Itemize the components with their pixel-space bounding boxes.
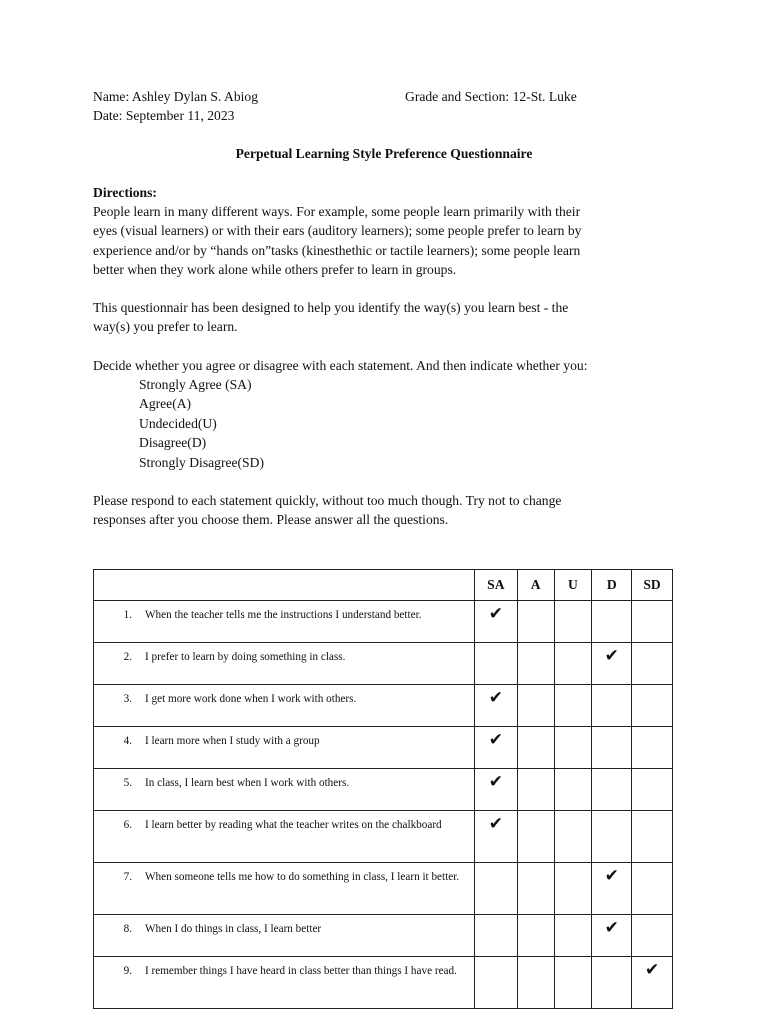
table-header-row bbox=[94, 570, 673, 601]
statement-cell bbox=[94, 957, 475, 1009]
response-cell-u[interactable] bbox=[554, 957, 592, 1009]
response-cell-a[interactable] bbox=[517, 685, 554, 727]
questionnaire-table bbox=[93, 569, 673, 1009]
grade-section: Grade and Section: 12-St. Luke bbox=[405, 89, 577, 104]
directions-paragraph-1 bbox=[93, 202, 673, 280]
statement-cell bbox=[94, 811, 475, 863]
response-cell-sd[interactable] bbox=[632, 727, 673, 769]
statement-number: 3. bbox=[123, 693, 132, 705]
response-cell-u[interactable] bbox=[554, 685, 592, 727]
header-d: D bbox=[592, 570, 632, 601]
statement-number: 7. bbox=[123, 871, 132, 883]
statement-text: I get more work done when I work with others. bbox=[145, 693, 357, 705]
statement-number: 1. bbox=[123, 609, 132, 621]
paragraph-line: responses after you choose them. Please answer all the questions. bbox=[93, 512, 449, 528]
response-cell-u[interactable] bbox=[554, 727, 592, 769]
response-cell-d[interactable] bbox=[592, 811, 632, 863]
paragraph-line: way(s) you prefer to learn. bbox=[93, 319, 238, 335]
checkmark-icon: ✔ bbox=[488, 688, 503, 707]
directions-heading: Directions: bbox=[93, 185, 157, 200]
response-cell-sa[interactable] bbox=[474, 863, 517, 915]
statement-number: 9. bbox=[123, 965, 132, 977]
statement-cell bbox=[94, 769, 475, 811]
directions-paragraph-2 bbox=[93, 298, 673, 337]
response-cell-d[interactable] bbox=[592, 601, 632, 643]
table-row bbox=[94, 915, 673, 957]
statement-text: When I do things in class, I learn better bbox=[145, 923, 322, 935]
rating-scale-list bbox=[139, 375, 264, 472]
table-row bbox=[94, 811, 673, 863]
checkmark-icon: ✔ bbox=[604, 866, 619, 885]
checkmark-icon: ✔ bbox=[488, 604, 503, 623]
header-sa: SA bbox=[474, 570, 517, 601]
statement-cell bbox=[94, 643, 475, 685]
statement-number: 4. bbox=[123, 735, 132, 747]
statement-cell bbox=[94, 915, 475, 957]
paragraph-line: People learn in many different ways. For example, some people learn primarily with their bbox=[93, 204, 581, 219]
response-cell-sd[interactable] bbox=[632, 643, 673, 685]
header-a: A bbox=[517, 570, 554, 601]
table-row bbox=[94, 685, 673, 727]
response-cell-a[interactable] bbox=[517, 601, 554, 643]
response-cell-a[interactable] bbox=[517, 811, 554, 863]
paragraph-line: Please respond to each statement quickly, without too much though. Try not to change bbox=[93, 493, 562, 508]
statement-number: 2. bbox=[123, 651, 132, 663]
statement-number: 6. bbox=[123, 819, 132, 831]
paragraph-line: This questionnair has been designed to help you identify the way(s) you learn best - the bbox=[93, 300, 569, 315]
response-cell-u[interactable] bbox=[554, 601, 592, 643]
statement-number: 5. bbox=[123, 777, 132, 789]
response-cell-sd[interactable] bbox=[632, 685, 673, 727]
statement-text: I prefer to learn by doing something in class. bbox=[145, 651, 346, 663]
scale-item-d: Disagree(D) bbox=[139, 435, 207, 451]
header-statement-cell bbox=[94, 570, 475, 601]
response-cell-sa[interactable] bbox=[474, 601, 517, 643]
response-cell-u[interactable] bbox=[554, 769, 592, 811]
scale-item-sd: Strongly Disagree(SD) bbox=[139, 454, 264, 470]
response-cell-a[interactable] bbox=[517, 957, 554, 1009]
response-cell-d[interactable] bbox=[592, 685, 632, 727]
response-cell-u[interactable] bbox=[554, 863, 592, 915]
page-title: Perpetual Learning Style Preference Questionnaire bbox=[235, 146, 533, 161]
response-cell-d[interactable] bbox=[592, 957, 632, 1009]
header-sd: SD bbox=[632, 570, 673, 601]
statement-cell bbox=[94, 863, 475, 915]
table-row bbox=[94, 957, 673, 1009]
statement-text: When someone tells me how to do something in class, I learn it better. bbox=[145, 871, 460, 883]
paragraph-line: better when they work alone while others prefer to learn in groups. bbox=[93, 262, 457, 278]
date-line: Date: September 11, 2023 bbox=[93, 108, 235, 123]
response-cell-sd[interactable] bbox=[632, 601, 673, 643]
response-cell-sd[interactable] bbox=[632, 769, 673, 811]
response-cell-sd[interactable] bbox=[632, 863, 673, 915]
student-name: Name: Ashley Dylan S. Abiog bbox=[93, 89, 259, 104]
paragraph-line: experience and/or by “hands on”tasks (kinesthethic or tactile learners); some people learn bbox=[93, 242, 581, 258]
response-cell-sd[interactable] bbox=[632, 811, 673, 863]
statement-number: 8. bbox=[123, 923, 132, 935]
directions-paragraph-4 bbox=[93, 491, 673, 530]
checkmark-icon: ✔ bbox=[488, 772, 503, 791]
directions-paragraph-3: Decide whether you agree or disagree with each statement. And then indicate whether you: bbox=[93, 358, 588, 373]
checkmark-icon: ✔ bbox=[604, 918, 619, 937]
table-row bbox=[94, 727, 673, 769]
response-cell-d[interactable] bbox=[592, 643, 632, 685]
checkmark-icon: ✔ bbox=[488, 814, 503, 833]
checkmark-icon: ✔ bbox=[604, 646, 619, 665]
statement-text: When the teacher tells me the instructions I understand better. bbox=[145, 609, 422, 621]
statement-text: In class, I learn best when I work with others. bbox=[145, 777, 350, 789]
response-cell-a[interactable] bbox=[517, 915, 554, 957]
statement-cell bbox=[94, 727, 475, 769]
table-row bbox=[94, 601, 673, 643]
statement-cell bbox=[94, 685, 475, 727]
response-cell-a[interactable] bbox=[517, 727, 554, 769]
response-cell-sa[interactable] bbox=[474, 643, 517, 685]
response-cell-sd[interactable] bbox=[632, 915, 673, 957]
response-cell-d[interactable] bbox=[592, 769, 632, 811]
statement-text: I learn more when I study with a group bbox=[145, 735, 320, 747]
response-cell-sa[interactable] bbox=[474, 811, 517, 863]
checkmark-icon: ✔ bbox=[488, 730, 503, 749]
response-cell-sd[interactable] bbox=[632, 957, 673, 1009]
scale-item-u: Undecided(U) bbox=[139, 415, 217, 431]
response-cell-sa[interactable] bbox=[474, 957, 517, 1009]
response-cell-sa[interactable] bbox=[474, 915, 517, 957]
table-row bbox=[94, 769, 673, 811]
response-cell-a[interactable] bbox=[517, 863, 554, 915]
response-cell-a[interactable] bbox=[517, 643, 554, 685]
response-cell-u[interactable] bbox=[554, 643, 592, 685]
response-cell-u[interactable] bbox=[554, 811, 592, 863]
response-cell-sa[interactable] bbox=[474, 685, 517, 727]
table-row bbox=[94, 643, 673, 685]
paragraph-line: eyes (visual learners) or with their ears (auditory learners); some people prefer to learn by bbox=[93, 223, 582, 239]
response-cell-sa[interactable] bbox=[474, 727, 517, 769]
response-cell-d[interactable] bbox=[592, 863, 632, 915]
table-row bbox=[94, 863, 673, 915]
response-cell-a[interactable] bbox=[517, 769, 554, 811]
statement-text: I remember things I have heard in class better than things I have read. bbox=[145, 965, 457, 977]
response-cell-d[interactable] bbox=[592, 727, 632, 769]
checkmark-icon: ✔ bbox=[644, 960, 660, 979]
scale-item-sa: Strongly Agree (SA) bbox=[139, 377, 252, 392]
response-cell-u[interactable] bbox=[554, 915, 592, 957]
header-u: U bbox=[554, 570, 592, 601]
scale-item-a: Agree(A) bbox=[139, 396, 192, 412]
statement-cell bbox=[94, 601, 475, 643]
statement-text: I learn better by reading what the teacher writes on the chalkboard bbox=[145, 819, 442, 831]
response-cell-sa[interactable] bbox=[474, 769, 517, 811]
response-cell-d[interactable] bbox=[592, 915, 632, 957]
